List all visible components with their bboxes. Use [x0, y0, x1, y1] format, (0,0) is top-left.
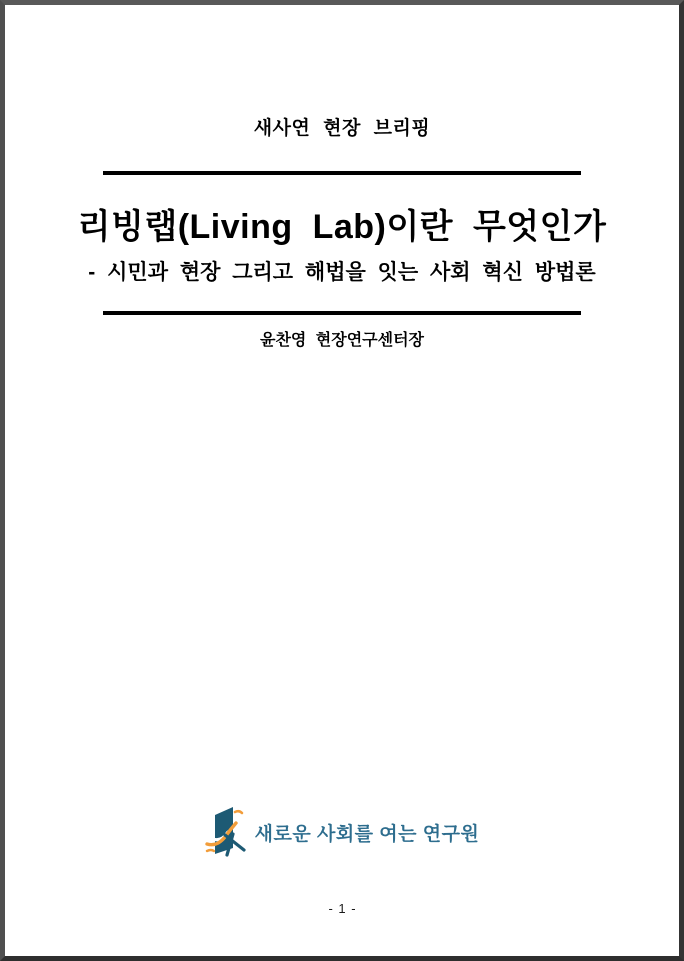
- author-line: 윤찬영 현장연구센터장: [259, 332, 424, 349]
- page-number: - 1 -: [328, 901, 356, 916]
- top-divider-rule: [103, 171, 581, 175]
- series-header: 새사연 현장 브리핑: [253, 118, 431, 139]
- org-logo-icon: [205, 805, 249, 859]
- document-subtitle: - 시민과 현장 그리고 해법을 잇는 사회 혁신 방법론: [88, 261, 596, 284]
- org-logo-text: 새로운 사회를 여는 연구원: [254, 823, 480, 845]
- org-logo: [5, 805, 679, 859]
- bottom-divider-rule: [103, 311, 581, 315]
- document-title: 리빙랩(Living Lab)이란 무엇인가: [77, 208, 607, 246]
